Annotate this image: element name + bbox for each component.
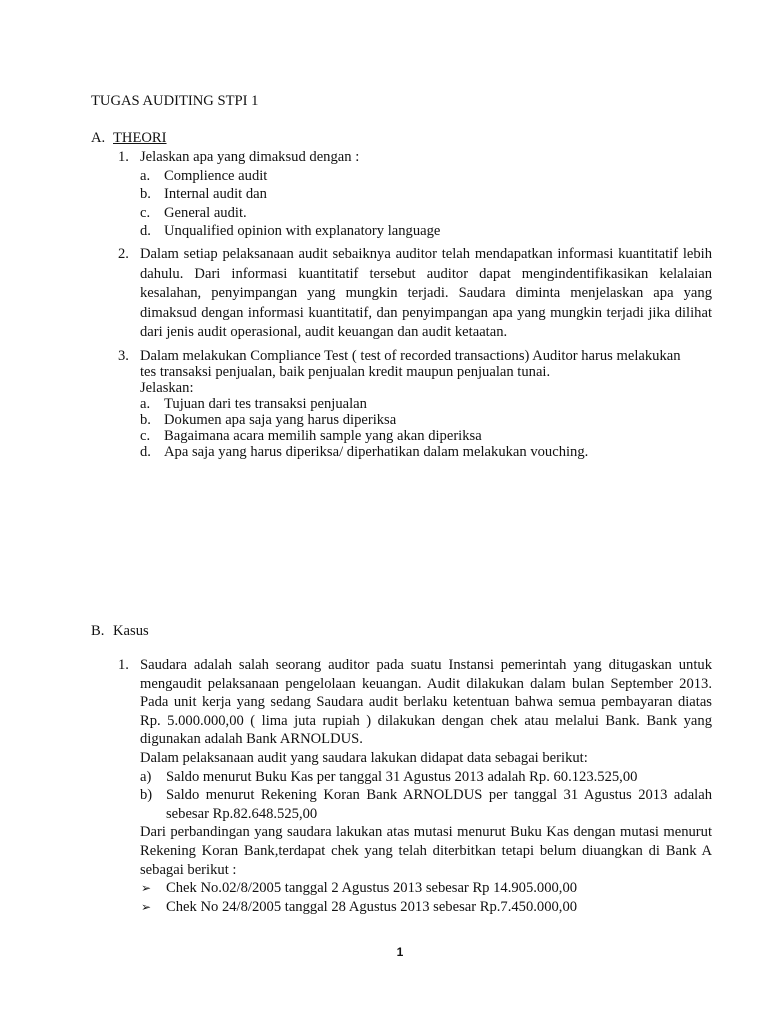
list-item [140, 879, 712, 898]
case-sub-item [140, 786, 712, 823]
item-text: Chek No.02/8/2005 tanggal 2 Agustus 2013 sebesar Rp 14.905.000,00 [166, 880, 578, 897]
page-number: 1 [396, 945, 404, 959]
item-text: Unqualified opinion with explanatory language [164, 223, 441, 239]
list-item [140, 444, 712, 460]
list-item [140, 428, 712, 444]
item-label: b. [140, 412, 151, 428]
question-text-line: tes transaksi penjualan, baik penjualan kredit maupun penjualan tunai. [140, 364, 551, 380]
question-a1-items [140, 167, 712, 241]
item-text: Internal audit dan [164, 186, 267, 202]
question-a3-items [140, 396, 712, 460]
list-item [140, 204, 712, 223]
case-paragraph: Saudara adalah salah seorang auditor pada suatu Instansi pemerintah yang ditugaskan untuk mengaudit pelaksanaan pengelolaan keuangan. Audit dilakukan dalam bulan September 2013. Pada unit kerja yang sedang Saudara audit berlaku ketentuan bahwa semua pembayaran diatas Rp. 5.000.000,00 ( lima juta rupiah ) dilakukan dengan chek atau melalui Bank. Bank yang digunakan adalah Bank ARNOLDUS. [140, 657, 712, 748]
arrow-bullet-icon: ➢ [141, 881, 152, 896]
list-item [140, 185, 712, 204]
item-text: General audit. [164, 204, 247, 221]
arrow-bullet-icon: ➢ [141, 899, 152, 914]
item-label: d. [140, 223, 151, 239]
section-a-heading [91, 129, 167, 148]
list-item [140, 222, 712, 241]
question-text-line: Dalam melakukan Compliance Test ( test of recorded transactions) Auditor harus melakukan [140, 348, 681, 364]
chek-list [140, 879, 712, 916]
question-text-line: Jelaskan: [140, 380, 194, 396]
section-b-title: Kasus [113, 623, 149, 639]
item-label: d. [140, 444, 151, 460]
item-label: a. [140, 396, 151, 412]
item-text: Complience audit [164, 167, 268, 184]
list-item [140, 167, 712, 186]
question-a2 [118, 245, 712, 343]
section-b-heading [91, 622, 149, 641]
case-paragraph: Dalam pelaksanaan audit yang saudara lakukan didapat data sebagai berikut: [140, 749, 588, 766]
question-text: Dalam setiap pelaksanaan audit sebaiknya auditor telah mendapatkan informasi kuantitatif lebih dahulu. Dari informasi kuantitatif tersebut auditor dapat mengindentifikasikan kelalaian kesalahan, penyimpangan yang mungkin terjadi. Saudara diminta menjelaskan apa yang dimaksud dengan informasi kuantitatif, dan penyimpangan apa yang mungkin terjadi jika dilihat dari jenis audit operasional, audit keuangan dan audit ketaatan. [140, 246, 712, 340]
question-a3 [118, 348, 712, 460]
item-text: Dokumen apa saja yang harus diperiksa [164, 412, 397, 428]
section-a-title: THEORI [113, 130, 167, 146]
list-item [140, 898, 712, 917]
list-item [140, 396, 712, 412]
item-text: Tujuan dari tes transaksi penjualan [164, 396, 367, 412]
case-sub-item [140, 768, 712, 787]
question-number: 1. [118, 149, 129, 165]
question-text: Jelaskan apa yang dimaksud dengan : [140, 149, 360, 165]
list-item [140, 412, 712, 428]
question-number: 2. [118, 246, 129, 262]
item-text: Saldo menurut Buku Kas per tanggal 31 Agustus 2013 adalah Rp. 60.123.525,00 [166, 768, 638, 785]
item-text: Chek No 24/8/2005 tanggal 28 Agustus 2013 sebesar Rp.7.450.000,00 [166, 898, 578, 915]
question-a1 [118, 148, 712, 241]
section-b-marker: B. [91, 623, 105, 639]
item-label: c. [140, 204, 151, 221]
item-label: b. [140, 186, 151, 202]
item-label: a) [140, 768, 152, 785]
item-label: a. [140, 167, 151, 184]
case-b1 [118, 656, 712, 916]
case-paragraph: Dari perbandingan yang saudara lakukan atas mutasi menurut Buku Kas dengan mutasi menurut Rekening Koran Bank,terdapat chek yang telah diterbitkan tetapi belum diuangkan di Bank A sebagai berikut : [140, 824, 712, 878]
item-text: Saldo menurut Rekening Koran Bank ARNOLDUS per tanggal 31 Agustus 2013 adalah sebesar Rp.82.648.525,00 [166, 787, 712, 822]
document-title: TUGAS AUDITING STPI 1 [91, 93, 259, 109]
case-number: 1. [118, 657, 129, 673]
item-text: Bagaimana acara memilih sample yang akan diperiksa [164, 428, 482, 444]
item-label: c. [140, 428, 151, 444]
item-text: Apa saja yang harus diperiksa/ diperhatikan dalam melakukan vouching. [164, 444, 589, 460]
item-label: b) [140, 787, 153, 804]
section-a-marker: A. [91, 130, 106, 146]
question-number: 3. [118, 348, 129, 364]
